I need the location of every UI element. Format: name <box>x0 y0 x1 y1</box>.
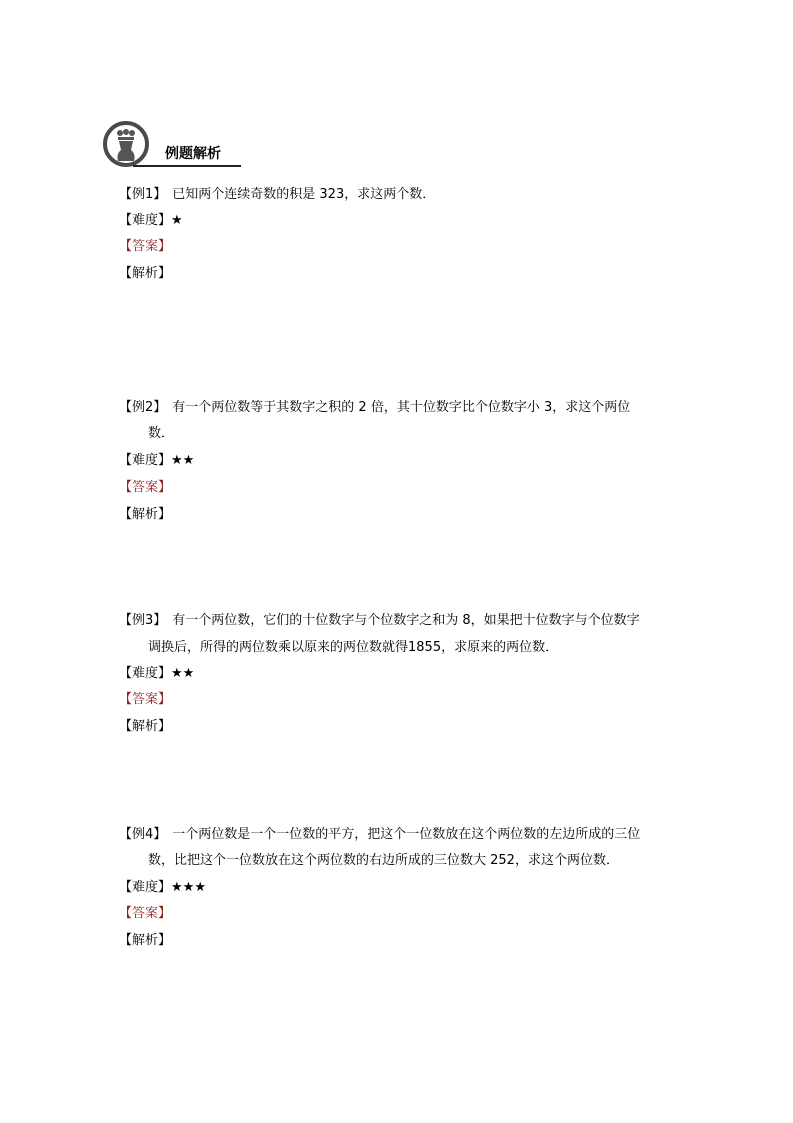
problem-2-line-2: 数． <box>148 426 175 441</box>
problem-3-line-2: 调换后，所得的两位数乘以原来的两位数就得1855，求原来的两位数． <box>148 640 559 655</box>
difficulty-label: 【难度】 <box>119 666 172 681</box>
problem-3-tag: 【例3】 <box>119 613 167 628</box>
problem-3-text-1: 有一个两位数，它们的十位数字与个位数字之和为 8，如果把十位数字与个位数字 <box>172 613 640 628</box>
problem-4-difficulty <box>119 879 206 897</box>
difficulty-label: 【难度】 <box>119 453 172 468</box>
problem-2-tag: 【例2】 <box>119 400 167 415</box>
problem-2-difficulty <box>119 452 194 470</box>
section-underline <box>133 165 241 167</box>
difficulty-label: 【难度】 <box>119 213 172 228</box>
problem-4-tag: 【例4】 <box>119 827 167 842</box>
difficulty-stars: ★★ <box>171 453 195 468</box>
problem-1-line-1 <box>119 186 435 204</box>
difficulty-stars: ★ <box>171 213 183 228</box>
problem-2-line-1 <box>119 399 630 417</box>
problem-3-line-1 <box>119 612 640 630</box>
difficulty-label: 【难度】 <box>119 880 172 895</box>
problem-1-text: 已知两个连续奇数的积是 323，求这两个数． <box>172 187 436 202</box>
problem-4-answer-label: 【答案】 <box>119 906 172 921</box>
problem-4-analysis-label: 【解析】 <box>119 933 172 948</box>
problem-1-tag: 【例1】 <box>119 187 167 202</box>
problem-3-analysis-label: 【解析】 <box>119 719 172 734</box>
problem-1-answer-label: 【答案】 <box>119 239 172 254</box>
problem-2-analysis-label: 【解析】 <box>119 507 172 522</box>
problem-3-difficulty <box>119 665 194 683</box>
problem-2-text-1: 有一个两位数等于其数字之积的 2 倍，其十位数字比个位数字小 3，求这个两位 <box>172 400 631 415</box>
difficulty-stars: ★★ <box>171 666 195 681</box>
section-header <box>103 121 243 171</box>
problem-4-line-2: 数，比把这个一位数放在这个两位数的右边所成的三位数大 252，求这个两位数． <box>148 853 619 868</box>
problem-4-text-1: 一个两位数是一个一位数的平方，把这个一位数放在这个两位数的左边所成的三位 <box>172 827 641 842</box>
chess-piece-icon <box>103 121 149 167</box>
section-title: 例题解析 <box>165 146 221 162</box>
problem-2-answer-label: 【答案】 <box>119 480 172 495</box>
problem-4-line-1 <box>119 826 640 844</box>
problem-3-answer-label: 【答案】 <box>119 692 172 707</box>
problem-1-difficulty <box>119 212 183 230</box>
problem-1-analysis-label: 【解析】 <box>119 266 172 281</box>
difficulty-stars: ★★★ <box>171 880 206 895</box>
